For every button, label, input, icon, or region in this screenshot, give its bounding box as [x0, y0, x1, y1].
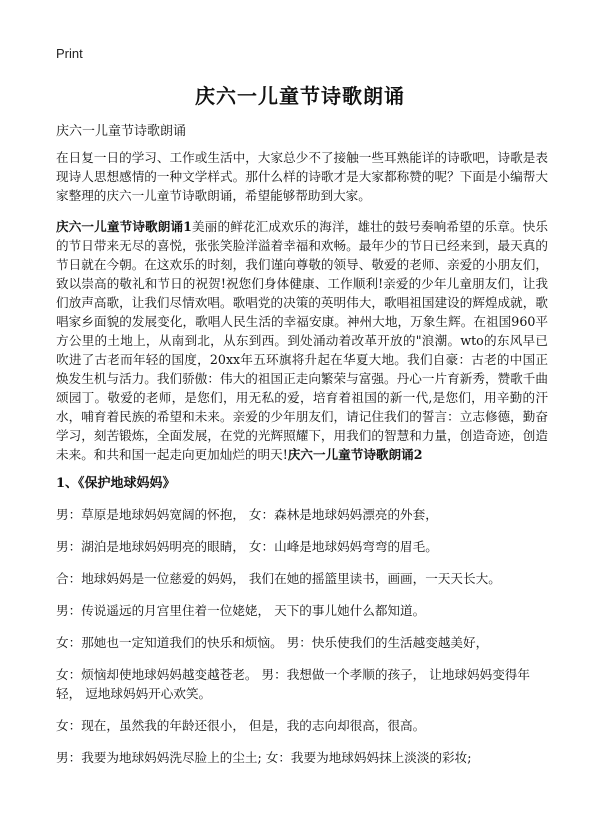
dialogue-line: 男：草原是地球妈妈宽阔的怀抱， 女：森林是地球妈妈漂亮的外套， [56, 507, 438, 522]
poem1-heading: 庆六一儿童节诗歌朗诵1 [56, 219, 192, 234]
poem1-body: 美丽的鲜花汇成欢乐的海洋，雄壮的鼓号奏响希望的乐章。快乐的节日带来无尽的喜悦，张张笑脸洋溢着幸福和欢畅。最年少的节日已经来到，最天真的节日就在今朝。在这欢乐的时刻，我们谨向尊敬的领导、敬爱的老师、亲爱的小朋友们，致以崇高的敬礼和节日的祝贺!祝您们身体健康、工作顺利!亲爱的少年儿童朋友们，让我们放声高歌，让我们尽情欢唱。歌唱党的决策的英明伟大，歌唱祖国建设的辉煌成就，歌唱家乡面貌的发展变化，歌唱人民生活的幸福安康。神州大地，万象生辉。在祖国960平方公里的土地上，从南到北，从东到西。到处涌动着改革开放的"浪潮。wto的东风早已吹进了古老而年轻的国度，20xx年五环旗将升起在华夏大地。我们自豪：古老的中国正焕发生机与活力。我们骄傲：伟大的祖国正走向繁荣与富强。丹心一片育新秀，赞歌千曲颂园丁。敬爱的老师，是您们，用无私的爱，培育着祖国的新一代,是您们，用辛勤的汗水，哺育着民族的希望和未来。亲爱的少年朋友们，请记住我们的誓言：立志修德，勤奋学习，刻苦锻炼，全面发展，在党的光辉照耀下，用我们的智慧和力量，创造奇迹，创造未来。和共和国一起走向更加灿烂的明天! [56, 219, 549, 462]
dialogue-line: 男：传说遥远的月宫里住着一位姥姥， 天下的事儿她什么都知道。 [56, 603, 426, 618]
print-link[interactable]: Print [56, 46, 83, 61]
section-heading: 1、《保护地球妈妈》 [56, 476, 176, 491]
subtitle: 庆六一儿童节诗歌朗诵 [56, 124, 187, 139]
page-title: 庆六一儿童节诗歌朗诵 [195, 84, 405, 108]
poem1-paragraph [56, 217, 548, 464]
dialogue-line: 女：现在，虽然我的年龄还很小， 但是，我的志向却很高，很高。 [56, 718, 426, 733]
dialogue-line: 男：湖泊是地球妈妈明亮的眼睛， 女：山峰是地球妈妈弯弯的眉毛。 [56, 539, 438, 554]
dialogue-line: 女：那她也一定知道我们的快乐和烦恼。 男：快乐使我们的生活越变越美好， [56, 635, 489, 650]
dialogue-line: 男：我要为地球妈妈洗尽脸上的尘土; 女：我要为地球妈妈抹上淡淡的彩妆; [56, 750, 472, 765]
article-body [56, 148, 548, 780]
poem2-heading: 庆六一儿童节诗歌朗诵2 [287, 447, 423, 462]
dialogue-line: 合：地球妈妈是一位慈爱的妈妈， 我们在她的摇篮里读书，画画，一天天长大。 [56, 571, 501, 586]
dialogue-line: 女：烦恼却使地球妈妈越变越苍老。 男：我想做一个孝顺的孩子， 让地球妈妈变得年轻， 逗地球妈妈开心欢笑。 [56, 667, 530, 701]
intro-paragraph: 在日复一日的学习、工作或生活中，大家总少不了接触一些耳熟能详的诗歌吧，诗歌是表现诗人思想感情的一种文学样式。那什么样的诗歌才是大家都称赞的呢？下面是小编帮大家整理的庆六一儿童节诗歌朗诵，希望能够帮助到大家。 [56, 150, 548, 203]
